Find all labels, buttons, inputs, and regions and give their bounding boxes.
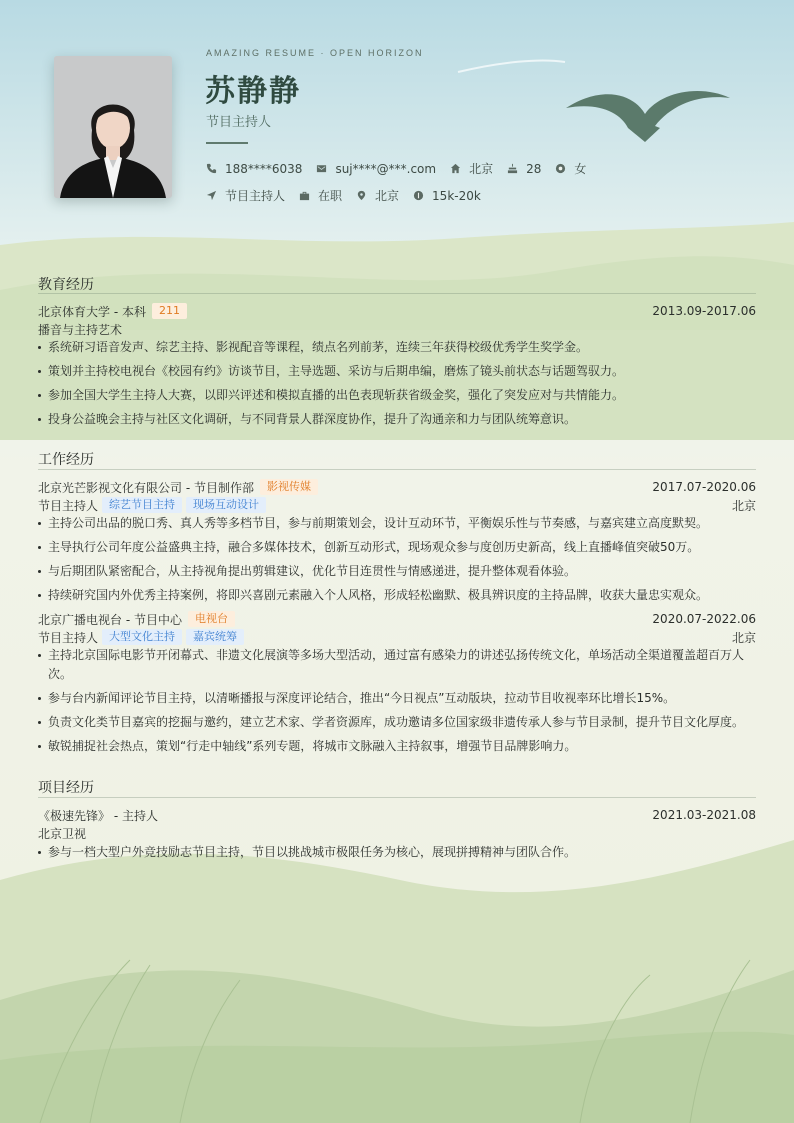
job-date: 2020.07-2022.06 — [652, 612, 756, 626]
intent-status — [299, 187, 342, 204]
section-divider — [38, 293, 756, 294]
home-icon — [450, 163, 461, 174]
contact-row — [206, 160, 600, 177]
list-item: 投身公益晚会主持与社区文化调研，与不同背景人群深度协作，提升了沟通亲和力与团队统筹意识。 — [38, 410, 756, 429]
list-item: 主持公司出品的脱口秀、真人秀等多档节目，参与前期策划会，设计互动环节，平衡娱乐性与节奏感，与嘉宾建立高度默契。 — [38, 514, 756, 533]
intent-location-text: 北京 — [375, 189, 400, 203]
job-skill-tag: 大型文化主持 — [102, 629, 182, 645]
intent-position-text: 节目主持人 — [225, 189, 286, 203]
contact-age-text: 28 — [526, 161, 542, 176]
contact-city-text: 北京 — [469, 162, 494, 176]
education-school: 北京体育大学 - 本科 — [38, 304, 146, 319]
mail-icon — [316, 163, 327, 174]
work-title: 工作经历 — [38, 452, 94, 468]
project-org: 北京卫视 — [38, 827, 87, 841]
project-bullets — [38, 843, 756, 867]
job-skill-tag: 综艺节目主持 — [102, 497, 182, 513]
profile-photo — [54, 56, 172, 198]
list-item: 参与台内新闻评论节目主持，以清晰播报与深度评论结合，推出“今日视点”互动版块，拉动节目收视率环比增长15%。 — [38, 689, 756, 708]
job-city: 北京 — [731, 630, 756, 645]
list-item: 主持北京国际电影节开闭幕式、非遗文化展演等多场大型活动，通过富有感染力的讲述弘扬传统文化，单场活动全渠道覆盖超百万人次。 — [38, 646, 756, 684]
list-item: 持续研究国内外优秀主持案例，将即兴喜剧元素融入个人风格，形成轻松幽默、极具辨识度的主持品牌，收获大量忠实观众。 — [38, 586, 756, 605]
status-icon — [299, 190, 310, 201]
gender-icon — [555, 163, 566, 174]
send-icon — [206, 190, 217, 201]
job-role: 节目主持人 — [38, 630, 99, 645]
resume-tagline: AMAZING RESUME · OPEN HORIZON — [206, 48, 424, 58]
avatar-illustration — [54, 56, 172, 198]
candidate-title: 节目主持人 — [206, 115, 272, 130]
intent-row — [206, 187, 495, 204]
job-header — [38, 479, 756, 495]
project-title: 项目经历 — [38, 780, 94, 796]
list-item: 参加全国大学生主持人大赛，以即兴评述和模拟直播的出色表现斩获省级金奖，强化了突发应对与共情能力。 — [38, 386, 756, 405]
project-name: 《极速先锋》 - 主持人 — [38, 808, 158, 823]
intent-salary-text: 15k-20k — [432, 188, 481, 203]
job-role: 节目主持人 — [38, 498, 99, 513]
list-item: 主导执行公司年度公益盛典主持，融合多媒体技术，创新互动形式，现场观众参与度创历史新高，线上直播峰值突破50万。 — [38, 538, 756, 557]
intent-salary — [413, 189, 481, 203]
contact-city — [450, 160, 493, 177]
job-city: 北京 — [731, 498, 756, 513]
list-item: 与后期团队紧密配合，从主持视角提出剪辑建议，优化节目连贯性与情感递进，提升整体观看体验。 — [38, 562, 756, 581]
job-role-row — [38, 629, 756, 645]
cake-icon — [507, 163, 518, 174]
contact-age — [507, 162, 541, 176]
job-bullets — [38, 646, 756, 761]
section-divider — [38, 797, 756, 798]
education-bullets — [38, 338, 756, 434]
project-date: 2021.03-2021.08 — [652, 808, 756, 822]
job-skill-tag: 嘉宾统筹 — [186, 629, 244, 645]
contact-phone — [206, 162, 302, 176]
list-item: 敏锐捕捉社会热点，策划“行走中轴线”系列专题，将城市文脉融入主持叙事，增强节目品牌影响力。 — [38, 737, 756, 756]
contact-phone-text: 188****6038 — [225, 161, 303, 176]
education-header — [38, 303, 756, 319]
job-role-row — [38, 497, 756, 513]
job-tag: 影视传媒 — [260, 479, 318, 495]
candidate-name: 苏静静 — [205, 74, 301, 109]
contact-email — [316, 162, 436, 176]
contact-gender-text: 女 — [574, 162, 587, 176]
contact-email-text: suj****@***.com — [335, 161, 437, 176]
intent-location — [356, 187, 399, 204]
job-bullets — [38, 514, 756, 610]
education-major: 播音与主持艺术 — [38, 323, 123, 337]
list-item: 参与一档大型户外竞技励志节目主持，节目以挑战城市极限任务为核心，展现拼搏精神与团队合作。 — [38, 843, 756, 862]
title-underline — [206, 142, 248, 144]
list-item: 负责文化类节目嘉宾的挖掘与邀约，建立艺术家、学者资源库，成功邀请多位国家级非遗传承人参与节目录制，提升节目文化厚度。 — [38, 713, 756, 732]
list-item: 系统研习语音发声、综艺主持、影视配音等课程，绩点名列前茅，连续三年获得校级优秀学生奖学金。 — [38, 338, 756, 357]
salary-icon — [413, 190, 424, 201]
education-date: 2013.09-2017.06 — [652, 304, 756, 318]
job-tag: 电视台 — [188, 611, 235, 627]
job-company: 北京光芒影视文化有限公司 - 节目制作部 — [38, 480, 254, 495]
job-company: 北京广播电视台 - 节目中心 — [38, 612, 182, 627]
contact-gender — [555, 160, 586, 177]
section-divider — [38, 469, 756, 470]
list-item: 策划并主持校电视台《校园有约》访谈节目，主导选题、采访与后期串编，磨炼了镜头前状态与话题驾驭力。 — [38, 362, 756, 381]
job-date: 2017.07-2020.06 — [652, 480, 756, 494]
job-header — [38, 611, 756, 627]
project-header — [38, 807, 756, 823]
intent-position — [206, 187, 285, 204]
job-skill-tag: 现场互动设计 — [186, 497, 266, 513]
phone-icon — [206, 163, 217, 174]
education-title: 教育经历 — [38, 277, 94, 293]
location-icon — [356, 190, 367, 201]
education-tag: 211 — [152, 303, 187, 319]
intent-status-text: 在职 — [318, 189, 343, 203]
